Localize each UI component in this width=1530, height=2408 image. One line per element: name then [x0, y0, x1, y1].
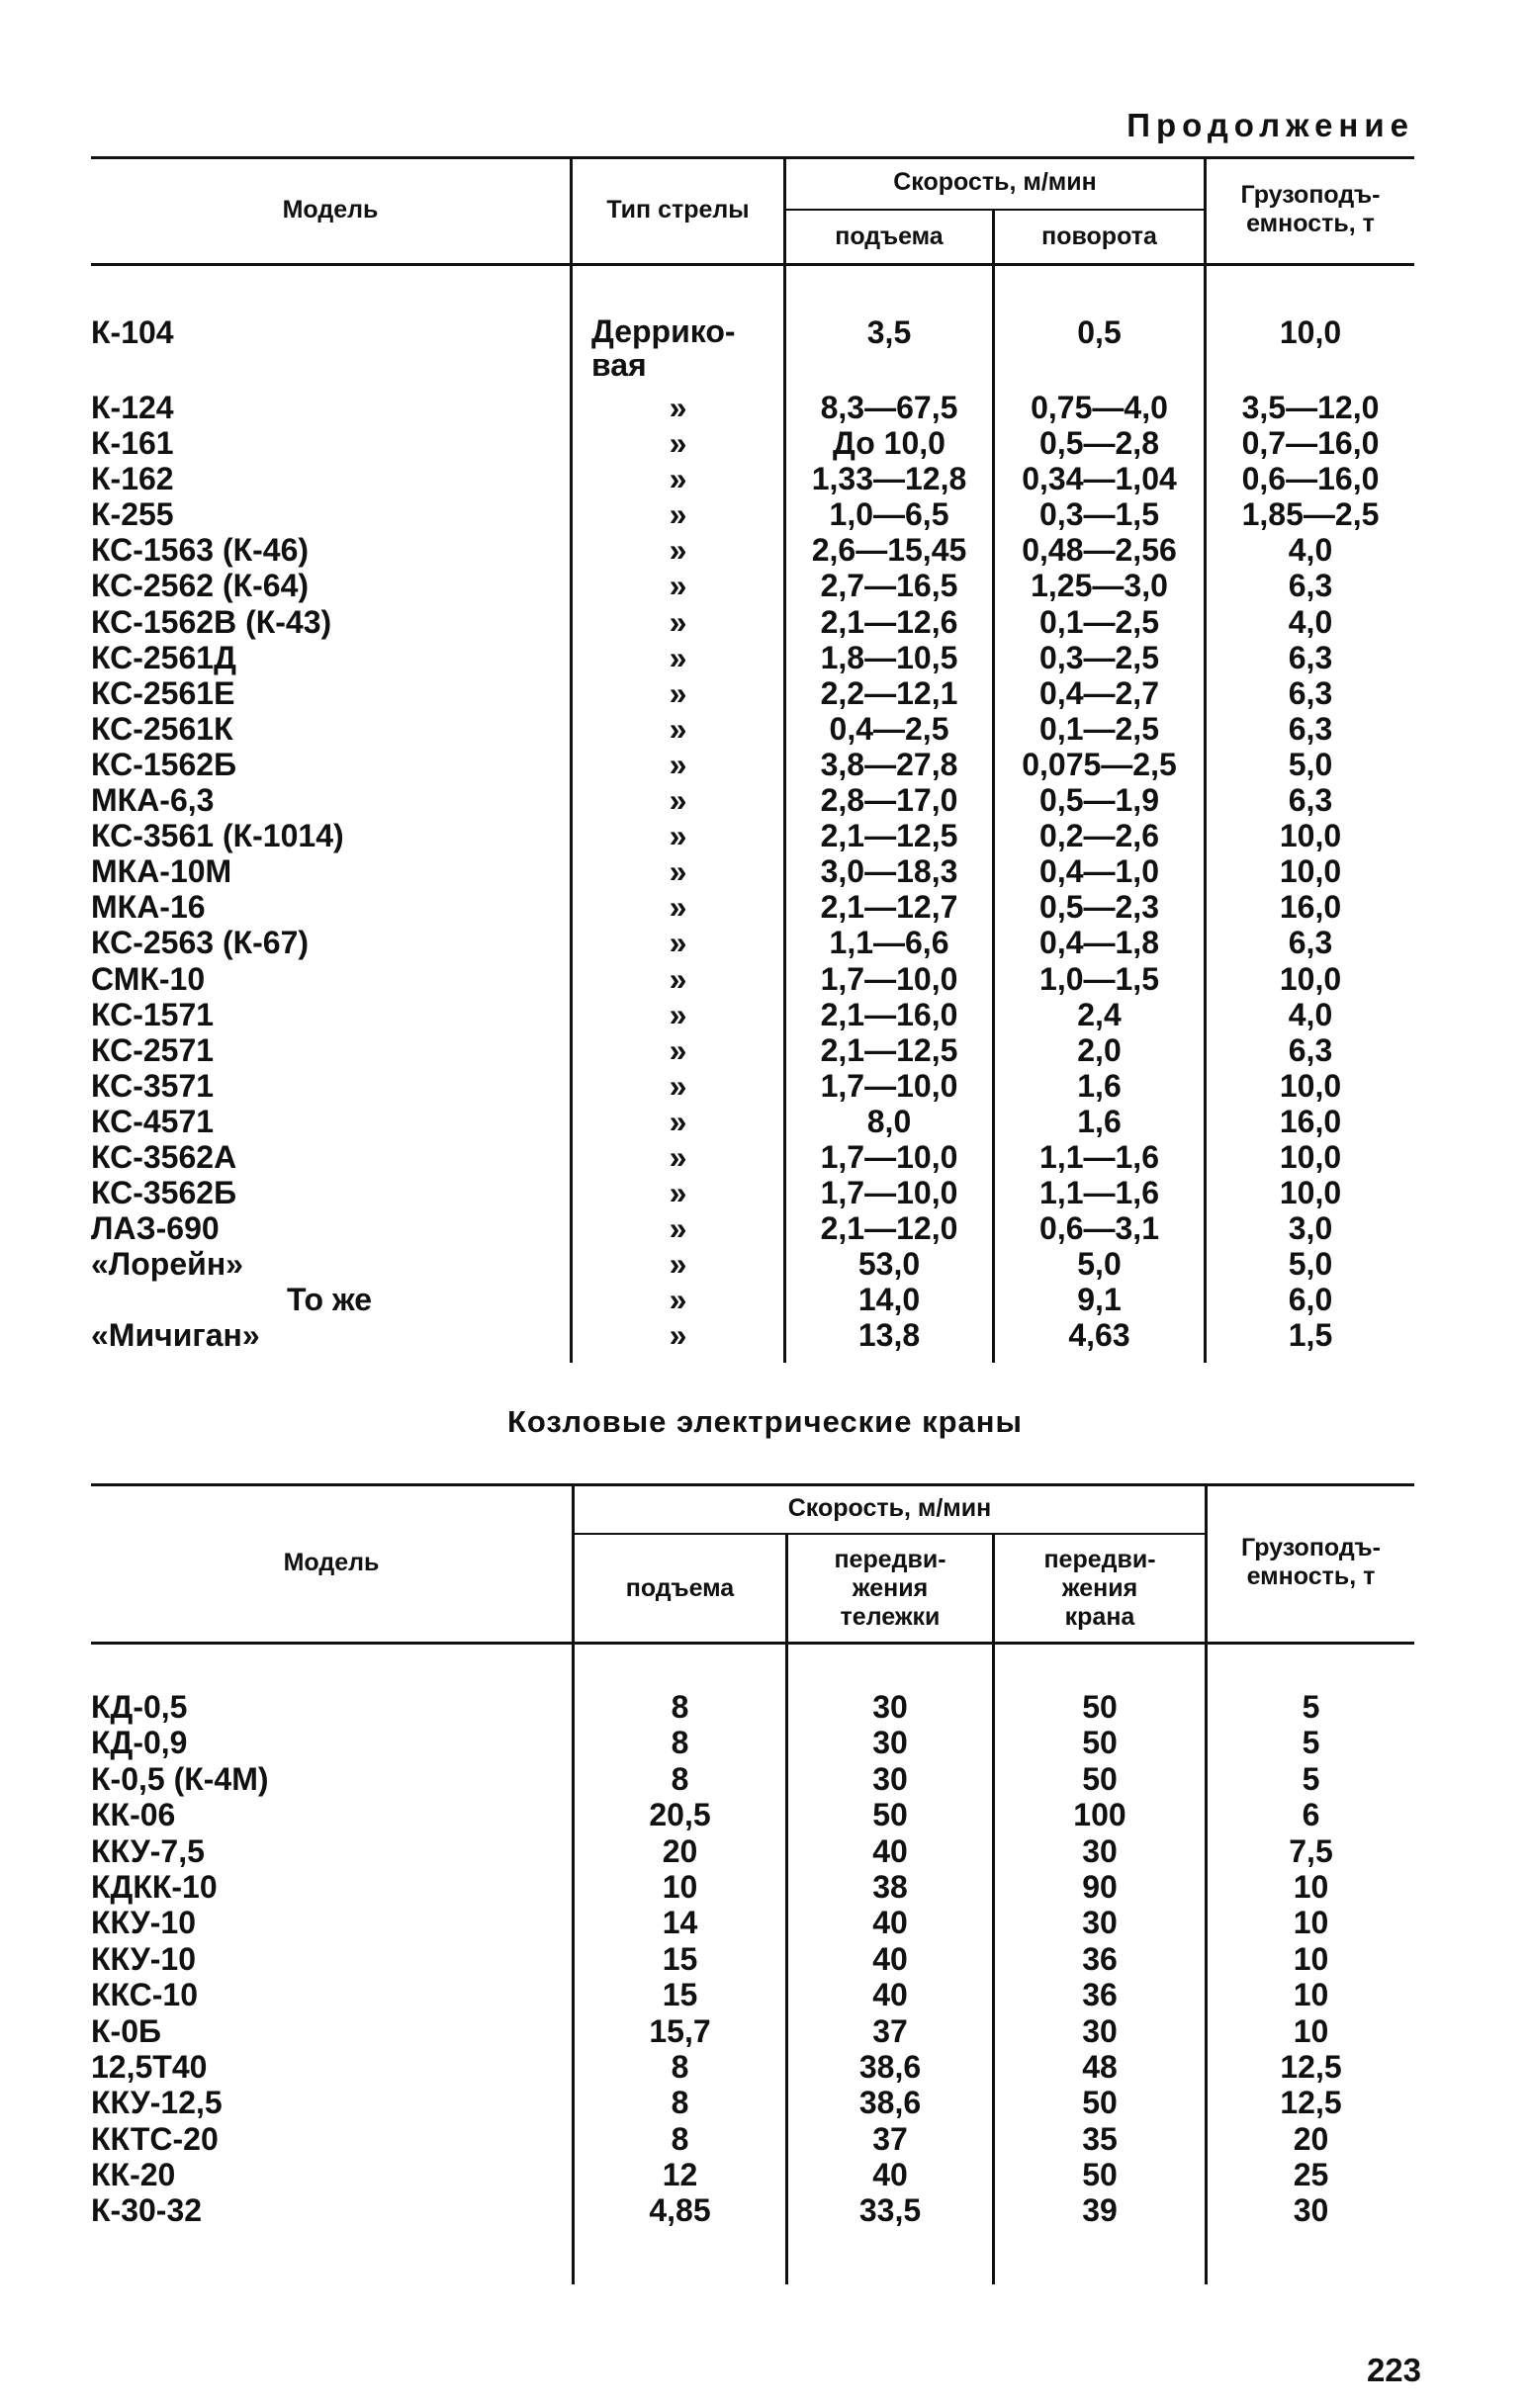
row-slew-speed: 1,0—1,5 — [1039, 960, 1159, 997]
row-trolley-speed: 40 — [872, 1832, 908, 1869]
row-slew-speed: 0,3—2,5 — [1039, 639, 1159, 675]
row-model: К-30-32 — [91, 2192, 203, 2229]
row-capacity: 0,6—16,0 — [1241, 461, 1380, 497]
row-capacity: 16,0 — [1279, 889, 1342, 926]
row-model: МКА-10М — [91, 853, 232, 890]
row-slew-speed: 0,4—2,7 — [1039, 674, 1159, 711]
row-capacity: 10 — [1293, 1977, 1329, 2013]
table1-header-slew: поворота — [1041, 223, 1157, 250]
row-lift-speed: 15 — [662, 1977, 698, 2013]
table-row — [0, 532, 1530, 568]
table-row — [0, 1761, 1530, 1797]
table-row — [0, 2049, 1530, 2085]
row-capacity: 10,0 — [1279, 818, 1342, 854]
table-row — [0, 1977, 1530, 2012]
row-crane-speed: 48 — [1082, 2048, 1118, 2085]
row-model: ЛАЗ-690 — [91, 1210, 220, 1247]
table-row — [0, 496, 1530, 532]
row-model: «Лорейн» — [91, 1246, 243, 1283]
row-capacity: 6,3 — [1288, 710, 1333, 747]
row-slew-speed: 0,1—2,5 — [1039, 603, 1159, 640]
row-boom-type: » — [669, 461, 687, 497]
row-lift-speed: 2,1—12,0 — [820, 1210, 958, 1247]
section-title: Козловые электрические краны — [506, 1404, 1023, 1439]
row-model: КС-2563 (К-67) — [91, 925, 310, 961]
row-lift-speed: 53,0 — [857, 1246, 921, 1283]
row-slew-speed: 1,6 — [1077, 1067, 1122, 1104]
row-slew-speed: 0,5—2,3 — [1039, 889, 1159, 926]
row-lift-speed: 8,3—67,5 — [820, 390, 958, 425]
row-model: МКА-6,3 — [91, 782, 215, 819]
row-crane-speed: 50 — [1082, 2157, 1118, 2193]
row-trolley-speed: 37 — [872, 2012, 908, 2049]
row-lift-speed: 1,7—10,0 — [820, 1067, 958, 1104]
page-number: 223 — [1366, 2352, 1421, 2388]
row-lift-speed: 1,7—10,0 — [820, 960, 958, 997]
row-lift-speed: 3,5 — [866, 314, 912, 350]
row-capacity: 20 — [1293, 2120, 1329, 2157]
row-model: КС-2562 (К-64) — [91, 568, 310, 604]
row-model: КС-4571 — [91, 1103, 215, 1139]
row-capacity: 6,3 — [1288, 925, 1333, 961]
row-capacity: 3,0 — [1288, 1210, 1333, 1247]
row-model: К-161 — [91, 425, 174, 462]
row-lift-speed: 2,7—16,5 — [820, 568, 958, 604]
row-trolley-speed: 50 — [872, 1797, 908, 1833]
table1-header-boom: Тип стрелы — [606, 195, 750, 223]
row-capacity: 10 — [1293, 1940, 1329, 1977]
row-model: СМК-10 — [91, 960, 206, 997]
row-lift-speed: 1,33—12,8 — [811, 461, 967, 497]
row-boom-type: » — [669, 1138, 687, 1175]
row-boom-type: » — [669, 639, 687, 675]
row-lift-speed: До 10,0 — [833, 425, 945, 462]
row-trolley-speed: 40 — [872, 2157, 908, 2193]
row-slew-speed: 1,1—1,6 — [1039, 1138, 1159, 1175]
continuation-label: Продолжение — [1126, 107, 1414, 143]
row-boom-type: » — [669, 746, 687, 782]
table1-header-speed: Скорость, м/мин — [893, 168, 1097, 196]
row-crane-speed: 30 — [1082, 1832, 1118, 1869]
row-capacity: 5,0 — [1288, 746, 1333, 782]
table-row — [0, 1689, 1530, 1725]
row-model: КК-20 — [91, 2157, 176, 2193]
row-capacity: 30 — [1293, 2192, 1329, 2229]
row-capacity: 4,0 — [1288, 996, 1333, 1032]
row-boom-type: » — [669, 674, 687, 711]
row-trolley-speed: 40 — [872, 1940, 908, 1977]
table2-header-lift: подъема — [625, 1573, 735, 1602]
row-model: КД-0,9 — [91, 1725, 188, 1761]
table-row — [0, 1869, 1530, 1905]
table1-body — [0, 314, 1530, 1354]
table-row — [0, 853, 1530, 889]
table1-header-lift: подъема — [835, 223, 944, 250]
table-row — [0, 2192, 1530, 2228]
row-lift-speed: 3,8—27,8 — [820, 746, 958, 782]
row-model: КС-1563 (К-46) — [91, 532, 310, 569]
row-lift-speed: 20 — [662, 1832, 698, 1869]
row-capacity: 10,0 — [1279, 853, 1342, 890]
table-row — [0, 1797, 1530, 1832]
row-slew-speed: 1,6 — [1077, 1103, 1122, 1139]
table2-header-capacity: Грузоподъ- емность, т — [1241, 1534, 1381, 1590]
table2-header-model: Модель — [283, 1548, 380, 1576]
row-capacity: 6,3 — [1288, 674, 1333, 711]
row-model: ККУ-10 — [91, 1940, 197, 1977]
row-slew-speed: 0,48—2,56 — [1022, 532, 1177, 569]
row-model: КС-3571 — [91, 1067, 215, 1104]
row-slew-speed: 0,075—2,5 — [1022, 746, 1177, 782]
row-lift-speed: 14 — [662, 1905, 698, 1941]
row-model: КС-2561Д — [91, 639, 236, 675]
table-row — [0, 961, 1530, 997]
row-boom-type: » — [669, 782, 687, 819]
table2-body — [0, 1689, 1530, 2229]
row-lift-speed: 8 — [671, 2085, 689, 2121]
row-lift-speed: 8 — [671, 1689, 689, 1725]
row-model: КС-2561Е — [91, 674, 235, 711]
row-capacity: 5 — [1302, 1760, 1320, 1797]
table-row — [0, 1282, 1530, 1317]
row-lift-speed: 2,1—12,5 — [820, 818, 958, 854]
row-boom-type: » — [669, 390, 687, 425]
row-capacity: 10,0 — [1279, 314, 1342, 350]
row-slew-speed: 0,4—1,8 — [1039, 925, 1159, 961]
row-trolley-speed: 37 — [872, 2120, 908, 2157]
row-capacity: 5 — [1302, 1725, 1320, 1761]
row-slew-speed: 0,3—1,5 — [1039, 496, 1159, 533]
row-slew-speed: 0,5 — [1077, 314, 1122, 350]
table2-header-speed: Скорость, м/мин — [787, 1493, 992, 1522]
row-lift-speed: 2,1—12,7 — [820, 889, 958, 926]
row-capacity: 3,5—12,0 — [1241, 390, 1380, 425]
row-capacity: 6,0 — [1288, 1282, 1333, 1318]
row-boom-type: » — [669, 568, 687, 604]
row-lift-speed: 20,5 — [649, 1797, 711, 1833]
row-crane-speed: 50 — [1082, 1689, 1118, 1725]
row-boom-type: » — [669, 425, 687, 462]
table-row — [0, 2157, 1530, 2192]
table1-header-rule — [91, 263, 1414, 266]
row-slew-speed: 0,5—2,8 — [1039, 425, 1159, 462]
row-capacity: 12,5 — [1280, 2085, 1342, 2121]
row-model: ККУ-7,5 — [91, 1832, 205, 1869]
row-trolley-speed: 38,6 — [858, 2085, 922, 2121]
row-slew-speed: 5,0 — [1077, 1246, 1122, 1283]
row-model: К-255 — [91, 496, 174, 533]
row-model: ККТС-20 — [91, 2120, 219, 2157]
row-model: КС-1562В (К-43) — [91, 603, 332, 640]
row-model: 12,5Т40 — [91, 2048, 208, 2085]
row-trolley-speed: 30 — [872, 1725, 908, 1761]
row-crane-speed: 50 — [1082, 1725, 1118, 1761]
table-row — [0, 1139, 1530, 1175]
table-row — [0, 640, 1530, 675]
row-slew-speed: 0,5—1,9 — [1039, 782, 1159, 819]
row-boom-type: » — [669, 710, 687, 747]
row-model: КС-1571 — [91, 996, 215, 1032]
row-model: КС-2561К — [91, 710, 233, 747]
row-model: То же — [287, 1282, 373, 1318]
row-slew-speed: 2,0 — [1077, 1031, 1122, 1068]
row-lift-speed: 2,8—17,0 — [820, 782, 958, 819]
table-row — [0, 390, 1530, 425]
table-row — [0, 1032, 1530, 1068]
row-capacity: 4,0 — [1288, 603, 1333, 640]
row-lift-speed: 8 — [671, 2048, 689, 2085]
row-crane-speed: 30 — [1082, 2012, 1118, 2049]
row-slew-speed: 0,75—4,0 — [1031, 390, 1168, 425]
row-slew-speed: 0,4—1,0 — [1039, 853, 1159, 890]
row-crane-speed: 35 — [1082, 2120, 1118, 2157]
row-slew-speed: 1,25—3,0 — [1031, 568, 1168, 604]
row-crane-speed: 50 — [1082, 2085, 1118, 2121]
row-model: К-0Б — [91, 2012, 161, 2049]
table1-header-capacity: Грузоподъ- емность, т — [1240, 181, 1381, 237]
row-capacity: 6,3 — [1288, 782, 1333, 819]
table-row — [0, 997, 1530, 1032]
row-model: ККУ-12,5 — [91, 2085, 223, 2121]
row-capacity: 6,3 — [1288, 568, 1333, 604]
row-model: К-124 — [91, 390, 174, 425]
row-lift-speed: 4,85 — [649, 2192, 711, 2229]
row-model: КС-2571 — [91, 1031, 215, 1068]
table1-header-model: Модель — [282, 195, 379, 223]
row-boom-type: » — [669, 496, 687, 533]
table-row — [0, 1833, 1530, 1869]
row-lift-speed: 2,1—12,6 — [820, 603, 958, 640]
row-slew-speed: 2,4 — [1077, 996, 1122, 1032]
row-model: МКА-16 — [91, 889, 206, 926]
row-lift-speed: 12 — [662, 2157, 698, 2193]
table-row — [0, 425, 1530, 461]
table-row — [0, 604, 1530, 640]
row-trolley-speed: 33,5 — [858, 2192, 922, 2229]
row-lift-speed: 1,0—6,5 — [829, 496, 949, 533]
row-capacity: 1,5 — [1288, 1317, 1333, 1354]
row-capacity: 5 — [1302, 1689, 1320, 1725]
row-boom-type: » — [669, 1175, 687, 1211]
row-crane-speed: 30 — [1082, 1905, 1118, 1941]
row-boom-type: » — [669, 1246, 687, 1283]
row-slew-speed: 0,34—1,04 — [1022, 461, 1177, 497]
row-capacity: 7,5 — [1289, 1832, 1333, 1869]
row-capacity: 10,0 — [1279, 960, 1342, 997]
row-model: КС-3561 (К-1014) — [91, 818, 344, 854]
row-lift-speed: 1,1—6,6 — [829, 925, 949, 961]
table-row — [0, 2121, 1530, 2157]
row-model: ККС-10 — [91, 1977, 198, 2013]
row-capacity: 25 — [1293, 2157, 1329, 2193]
row-capacity: 10 — [1293, 1905, 1329, 1941]
row-model: КДКК-10 — [91, 1868, 218, 1905]
table2-header-trolley: передви- жения тележки — [834, 1545, 946, 1631]
table-row — [0, 2013, 1530, 2049]
table-row — [0, 747, 1530, 782]
table-row — [0, 889, 1530, 925]
row-crane-speed: 39 — [1082, 2192, 1118, 2229]
row-capacity: 6,3 — [1288, 639, 1333, 675]
row-model: К-162 — [91, 461, 174, 497]
row-model: КК-06 — [91, 1797, 176, 1833]
row-model: КС-3562А — [91, 1138, 237, 1175]
row-capacity: 6,3 — [1288, 1031, 1333, 1068]
row-capacity: 0,7—16,0 — [1241, 425, 1380, 462]
table-row — [0, 1210, 1530, 1246]
row-boom-type: » — [669, 1282, 687, 1318]
row-boom-type: » — [669, 1317, 687, 1354]
row-capacity: 12,5 — [1280, 2048, 1342, 2085]
row-model: «Мичиган» — [91, 1317, 260, 1354]
row-boom-type: Деррико- вая — [591, 313, 736, 383]
row-boom-type: » — [669, 1103, 687, 1139]
row-boom-type: » — [669, 603, 687, 640]
row-lift-speed: 2,6—15,45 — [811, 532, 967, 569]
row-boom-type: » — [669, 925, 687, 961]
table-row — [0, 461, 1530, 496]
row-capacity: 16,0 — [1279, 1103, 1342, 1139]
row-model: К-104 — [91, 314, 174, 350]
row-lift-speed: 1,7—10,0 — [820, 1138, 958, 1175]
row-lift-speed: 13,8 — [857, 1317, 921, 1354]
row-lift-speed: 1,8—10,5 — [820, 639, 958, 675]
table-row — [0, 675, 1530, 711]
row-capacity: 10 — [1293, 2012, 1329, 2049]
row-lift-speed: 8,0 — [866, 1103, 912, 1139]
row-lift-speed: 15 — [662, 1940, 698, 1977]
table-row — [0, 568, 1530, 603]
row-slew-speed: 4,63 — [1068, 1317, 1130, 1354]
row-lift-speed: 2,1—16,0 — [820, 996, 958, 1032]
row-crane-speed: 50 — [1082, 1760, 1118, 1797]
row-lift-speed: 8 — [671, 1760, 689, 1797]
row-capacity: 4,0 — [1288, 532, 1333, 569]
row-slew-speed: 9,1 — [1077, 1282, 1122, 1318]
row-boom-type: » — [669, 960, 687, 997]
table-row — [0, 1104, 1530, 1139]
row-slew-speed: 1,1—1,6 — [1039, 1175, 1159, 1211]
row-slew-speed: 0,1—2,5 — [1039, 710, 1159, 747]
row-boom-type: » — [669, 1067, 687, 1104]
row-lift-speed: 14,0 — [857, 1282, 921, 1318]
table-row — [0, 1905, 1530, 1940]
row-boom-type: » — [669, 1210, 687, 1247]
row-model: КС-1562Б — [91, 746, 237, 782]
row-lift-speed: 8 — [671, 2120, 689, 2157]
row-capacity: 10 — [1293, 1868, 1329, 1905]
row-lift-speed: 2,2—12,1 — [820, 674, 958, 711]
row-lift-speed: 3,0—18,3 — [820, 853, 958, 890]
table-row — [0, 782, 1530, 818]
row-trolley-speed: 38,6 — [858, 2048, 922, 2085]
row-capacity: 6 — [1302, 1797, 1320, 1833]
table-row — [0, 1068, 1530, 1104]
row-boom-type: » — [669, 889, 687, 926]
row-lift-speed: 15,7 — [649, 2012, 711, 2049]
table-row — [0, 2085, 1530, 2120]
row-boom-type: » — [669, 818, 687, 854]
row-crane-speed: 36 — [1082, 1940, 1118, 1977]
row-trolley-speed: 38 — [872, 1868, 908, 1905]
row-capacity: 5,0 — [1288, 1246, 1333, 1283]
row-slew-speed: 0,2—2,6 — [1039, 818, 1159, 854]
row-lift-speed: 2,1—12,5 — [820, 1031, 958, 1068]
row-trolley-speed: 40 — [872, 1905, 908, 1941]
row-lift-speed: 0,4—2,5 — [829, 710, 949, 747]
table-row — [0, 1317, 1530, 1353]
table-row — [0, 1246, 1530, 1282]
row-model: КД-0,5 — [91, 1689, 188, 1725]
row-capacity: 1,85—2,5 — [1241, 496, 1380, 533]
row-lift-speed: 10 — [662, 1868, 698, 1905]
row-model: К-0,5 (К-4М) — [91, 1760, 269, 1797]
table-row — [0, 1725, 1530, 1760]
table-row — [0, 314, 1530, 390]
table2-header-rule — [91, 1642, 1414, 1645]
row-boom-type: » — [669, 532, 687, 569]
row-slew-speed: 0,6—3,1 — [1039, 1210, 1159, 1247]
row-trolley-speed: 30 — [872, 1689, 908, 1725]
row-crane-speed: 36 — [1082, 1977, 1118, 2013]
table-row — [0, 711, 1530, 747]
row-capacity: 10,0 — [1279, 1138, 1342, 1175]
table-row — [0, 925, 1530, 960]
row-lift-speed: 1,7—10,0 — [820, 1175, 958, 1211]
table-row — [0, 1175, 1530, 1210]
row-crane-speed: 100 — [1073, 1797, 1126, 1833]
table-row — [0, 818, 1530, 853]
row-boom-type: » — [669, 1031, 687, 1068]
row-capacity: 10,0 — [1279, 1175, 1342, 1211]
row-trolley-speed: 40 — [872, 1977, 908, 2013]
row-capacity: 10,0 — [1279, 1067, 1342, 1104]
row-model: ККУ-10 — [91, 1905, 197, 1941]
row-model: КС-3562Б — [91, 1175, 237, 1211]
row-trolley-speed: 30 — [872, 1760, 908, 1797]
row-crane-speed: 90 — [1082, 1868, 1118, 1905]
table-row — [0, 1941, 1530, 1977]
row-boom-type: » — [669, 996, 687, 1032]
table2-header-crane: передви- жения крана — [1043, 1545, 1156, 1631]
row-lift-speed: 8 — [671, 1725, 689, 1761]
row-boom-type: » — [669, 853, 687, 890]
